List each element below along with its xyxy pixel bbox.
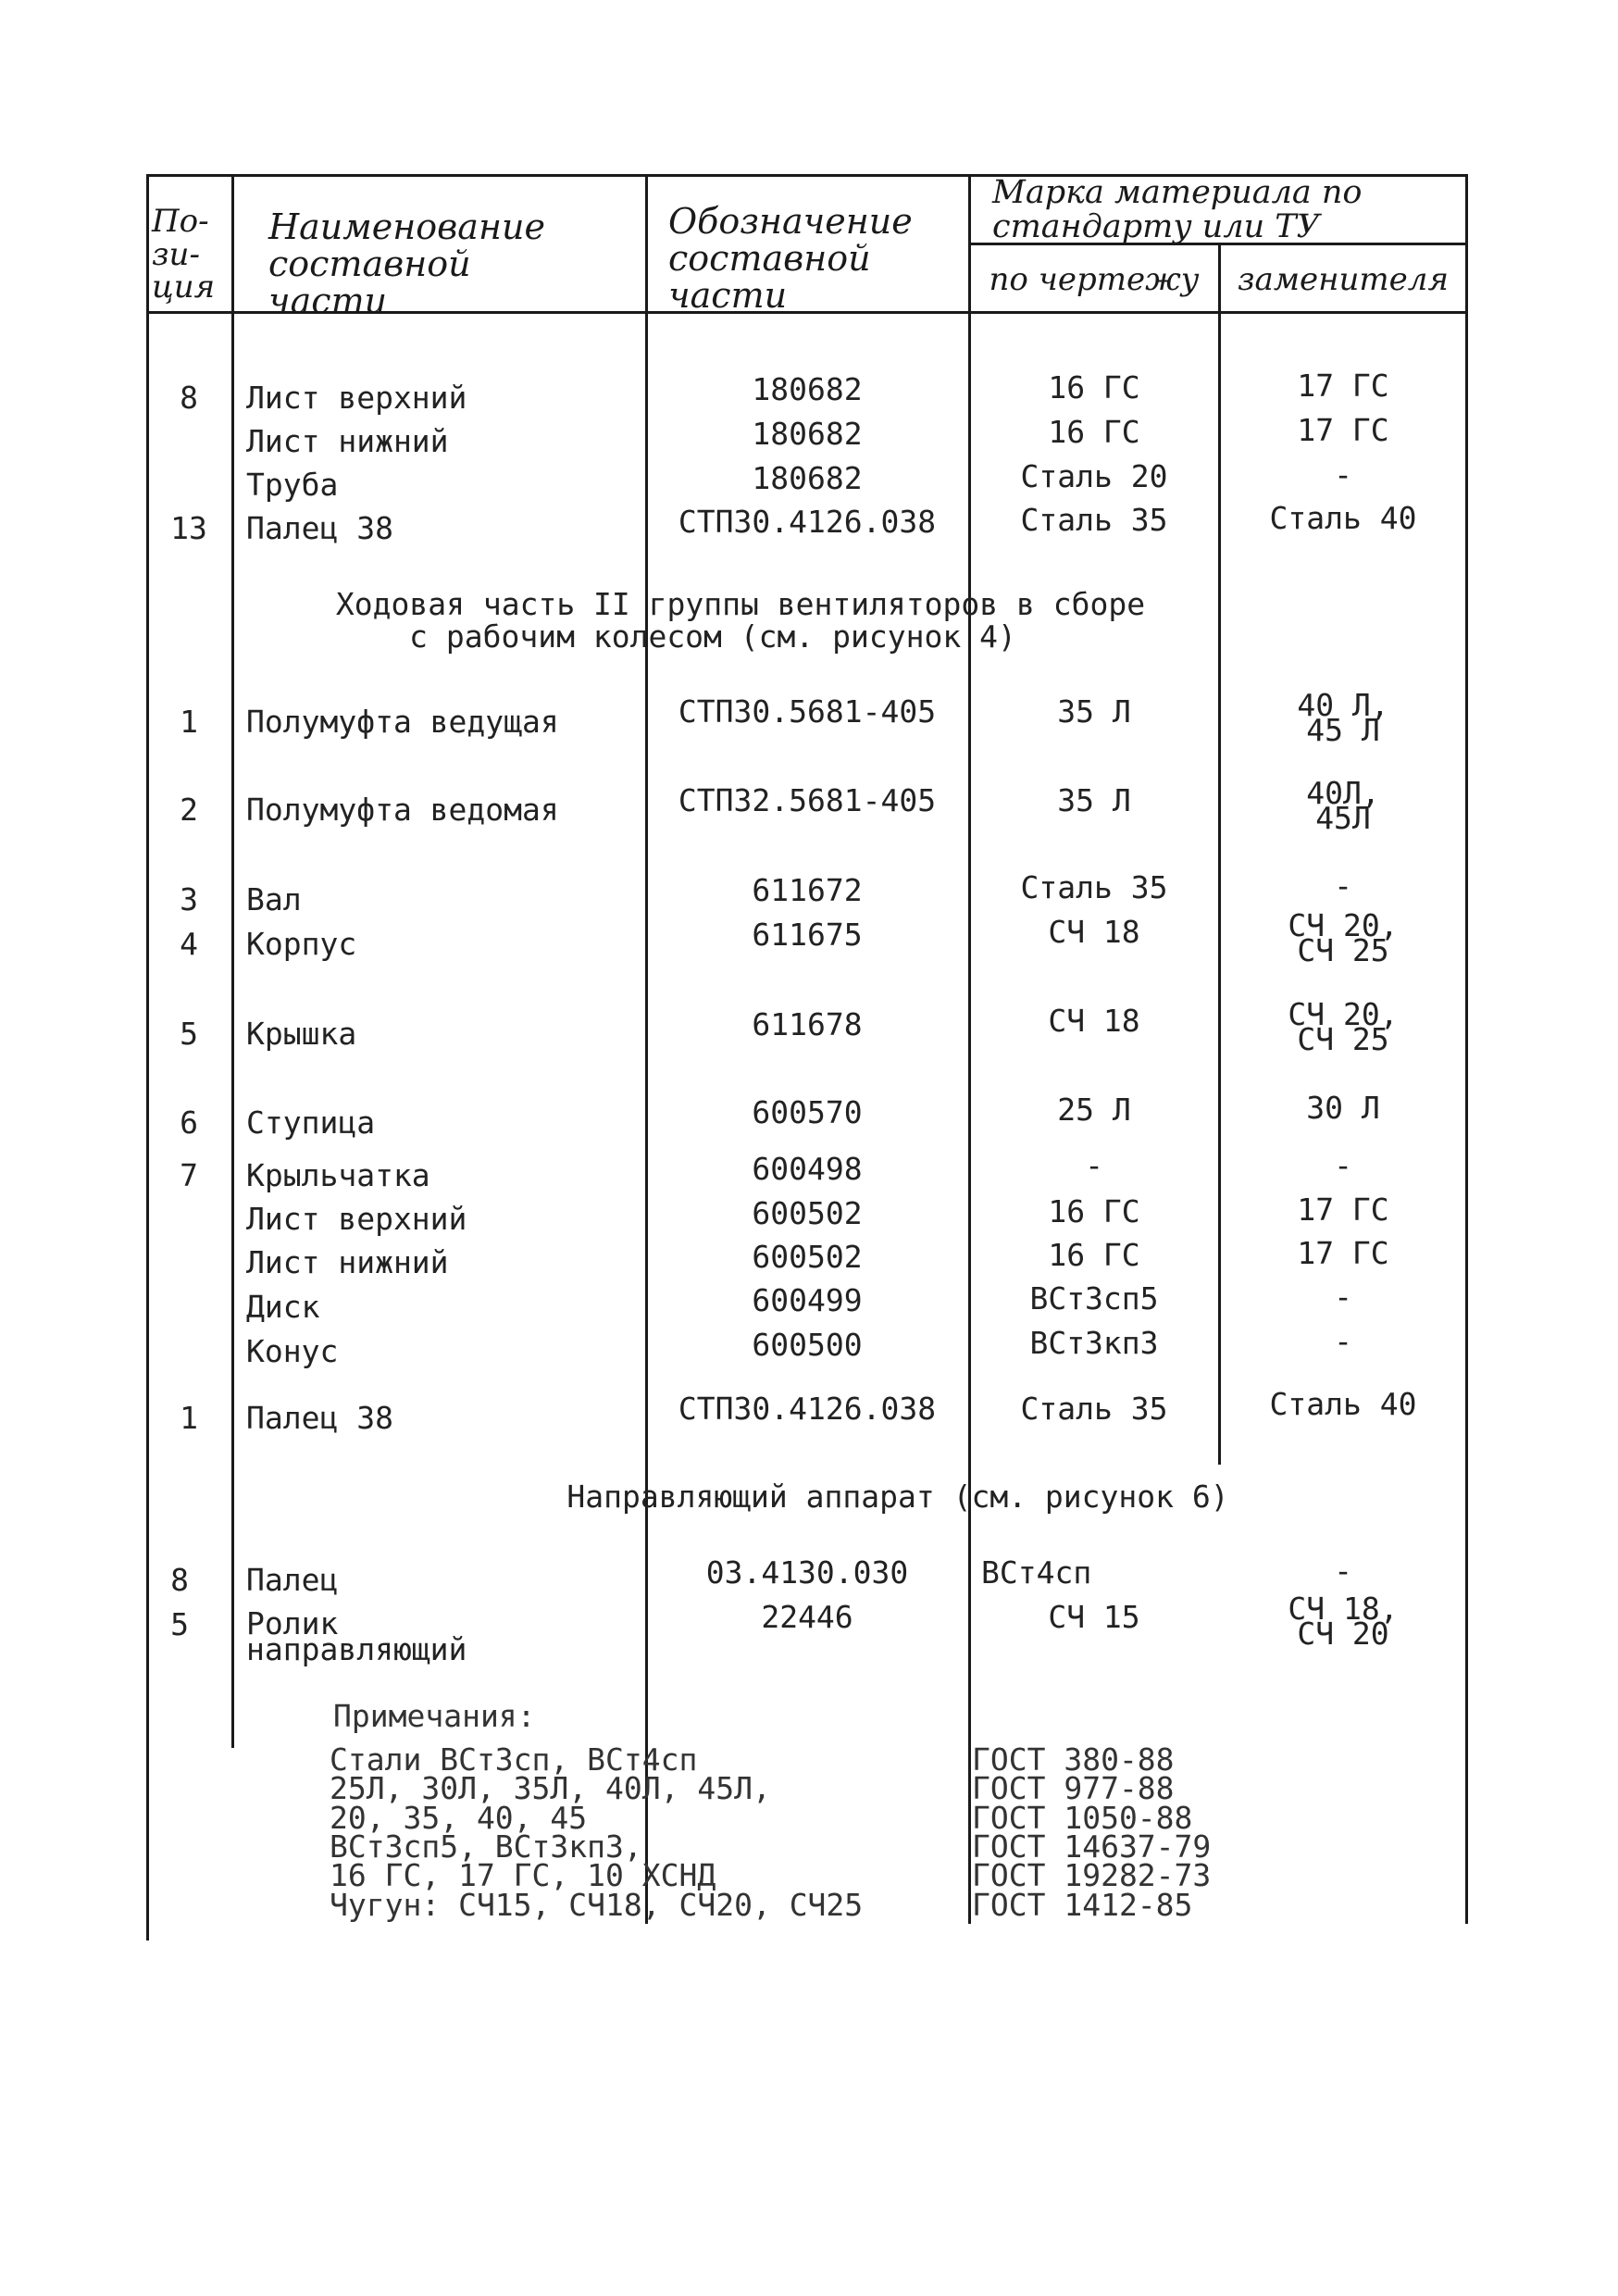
row-substitute: Сталь 40 <box>1269 1386 1417 1422</box>
row-material: СЧ 18 <box>1048 1003 1140 1039</box>
row-code: СТП32.5681-405 <box>678 782 937 818</box>
notes-title: Примечания: <box>333 1698 536 1734</box>
row-code: 600500 <box>752 1327 863 1363</box>
header-position: По- зи- ция <box>152 203 216 306</box>
row-name: Ролик направляющий <box>246 1605 467 1668</box>
row-material: 16 ГС <box>1048 1237 1140 1273</box>
row-name: Крыльчатка <box>246 1157 430 1193</box>
row-substitute: - <box>1334 1323 1352 1359</box>
row-substitute: СЧ 20, СЧ 25 <box>1288 907 1399 969</box>
row-name: Ступица <box>246 1104 376 1141</box>
row-position: 2 <box>180 792 198 828</box>
table-right-border <box>1465 174 1468 1924</box>
section-heading-line: Ходовая часть II группы вентиляторов в сборе <box>335 586 1146 622</box>
header-substitute: заменителя <box>1238 261 1449 298</box>
row-position: 7 <box>180 1157 198 1193</box>
row-material: 16 ГС <box>1048 1193 1140 1229</box>
row-material: 16 ГС <box>1048 369 1140 406</box>
row-material: ВСт4сп <box>981 1554 1092 1591</box>
row-position: 1 <box>180 1400 198 1436</box>
row-name: Крышка <box>246 1016 357 1052</box>
row-name: Лист верхний <box>246 380 467 416</box>
row-position: 8 <box>180 380 198 416</box>
row-substitute: 17 ГС <box>1297 412 1389 448</box>
row-code: 180682 <box>752 460 863 496</box>
row-code: 600502 <box>752 1239 863 1275</box>
row-material: ВСт3кп3 <box>1029 1325 1159 1361</box>
row-position: 13 <box>170 510 207 546</box>
row-name: Конус <box>246 1333 339 1369</box>
row-code: 180682 <box>752 416 863 452</box>
row-substitute: 40Л, 45Л <box>1306 775 1380 837</box>
section-heading <box>278 586 1203 655</box>
row-code: 180682 <box>752 371 863 407</box>
row-code: 611675 <box>752 917 863 953</box>
row-material: Сталь 35 <box>1020 502 1168 538</box>
row-code: 611672 <box>752 872 863 908</box>
row-code: 22446 <box>761 1599 853 1635</box>
row-position: 5 <box>180 1016 198 1052</box>
row-position: 4 <box>180 926 198 962</box>
row-name: Палец 38 <box>246 510 393 546</box>
row-position: 8 <box>170 1562 189 1598</box>
row-code: 600502 <box>752 1195 863 1231</box>
row-code: 600498 <box>752 1151 863 1187</box>
notes-materials: Стали ВСт3сп, ВСт4сп 25Л, 30Л, 35Л, 40Л, 45Л, 20, 35, 40, 45 ВСт3сп5, ВСт3кп3, 16 ГС, 17 ГС, 10 ХСНД Чугун: СЧ15, СЧ18, СЧ20, СЧ25 <box>330 1741 864 1923</box>
col-divider-4 <box>1218 243 1221 1465</box>
row-code: 600570 <box>752 1094 863 1130</box>
row-code: 03.4130.030 <box>705 1554 909 1591</box>
row-name: Корпус <box>246 926 357 962</box>
row-substitute: 30 Л <box>1306 1090 1380 1126</box>
row-material: Сталь 20 <box>1020 458 1168 494</box>
row-substitute: 17 ГС <box>1297 1192 1389 1228</box>
row-substitute: - <box>1334 1553 1352 1589</box>
row-name: Лист нижний <box>246 423 449 459</box>
header-code: Обозначение составной части <box>668 201 913 316</box>
row-code: СТП30.4126.038 <box>678 1391 937 1427</box>
row-substitute: 17 ГС <box>1297 368 1389 404</box>
row-name: Лист нижний <box>246 1244 449 1280</box>
row-code: СТП30.4126.038 <box>678 504 937 540</box>
row-material: - <box>1085 1147 1103 1183</box>
row-substitute: Сталь 40 <box>1269 500 1417 536</box>
row-position: 6 <box>180 1104 198 1141</box>
row-name: Диск <box>246 1289 320 1325</box>
notes-standards: ГОСТ 380-88 ГОСТ 977-88 ГОСТ 1050-88 ГОСТ 14637-79 ГОСТ 19282-73 ГОСТ 1412-85 <box>972 1741 1212 1923</box>
row-material: СЧ 18 <box>1048 914 1140 950</box>
table-left-border <box>146 174 149 1940</box>
row-name: Полумуфта ведущая <box>246 704 559 740</box>
row-name: Вал <box>246 881 302 917</box>
header-name: Наименование составной части <box>268 206 545 321</box>
row-code: 600499 <box>752 1282 863 1318</box>
row-material: ВСт3сп5 <box>1029 1280 1159 1316</box>
section-heading <box>481 1481 1314 1514</box>
row-position: 3 <box>180 881 198 917</box>
row-substitute: - <box>1334 867 1352 904</box>
row-substitute: 17 ГС <box>1297 1235 1389 1271</box>
row-code: 611678 <box>752 1006 863 1042</box>
row-position: 1 <box>180 704 198 740</box>
row-position: 5 <box>170 1606 189 1642</box>
row-substitute: - <box>1334 1279 1352 1315</box>
row-substitute: - <box>1334 1147 1352 1183</box>
row-name: Палец <box>246 1562 339 1598</box>
row-name: Труба <box>246 467 339 503</box>
row-code: СТП30.5681-405 <box>678 693 937 730</box>
row-material: Сталь 35 <box>1020 869 1168 905</box>
row-substitute: СЧ 18, СЧ 20 <box>1288 1591 1399 1653</box>
row-name: Палец 38 <box>246 1400 393 1436</box>
row-substitute: СЧ 20, СЧ 25 <box>1288 996 1399 1058</box>
header-material: Марка материала по стандарту или ТУ <box>992 174 1363 245</box>
row-substitute: - <box>1334 456 1352 493</box>
row-material: Сталь 35 <box>1020 1391 1168 1427</box>
col-divider-1 <box>231 174 234 1748</box>
row-material: 35 Л <box>1057 782 1131 818</box>
row-substitute: 40 Л, 45 Л <box>1297 687 1389 749</box>
row-material: 35 Л <box>1057 693 1131 730</box>
row-material: 25 Л <box>1057 1092 1131 1128</box>
row-material: 16 ГС <box>1048 414 1140 450</box>
section-heading-line: Направляющий аппарат (см. рисунок 6) <box>566 1479 1229 1515</box>
row-name: Полумуфта ведомая <box>246 792 559 828</box>
row-material: СЧ 15 <box>1048 1599 1140 1635</box>
col-divider-3 <box>968 174 971 1924</box>
row-name: Лист верхний <box>246 1201 467 1237</box>
section-heading-line: с рабочим колесом (см. рисунок 4) <box>409 618 1016 655</box>
header-by-drawing: по чертежу <box>989 261 1200 298</box>
